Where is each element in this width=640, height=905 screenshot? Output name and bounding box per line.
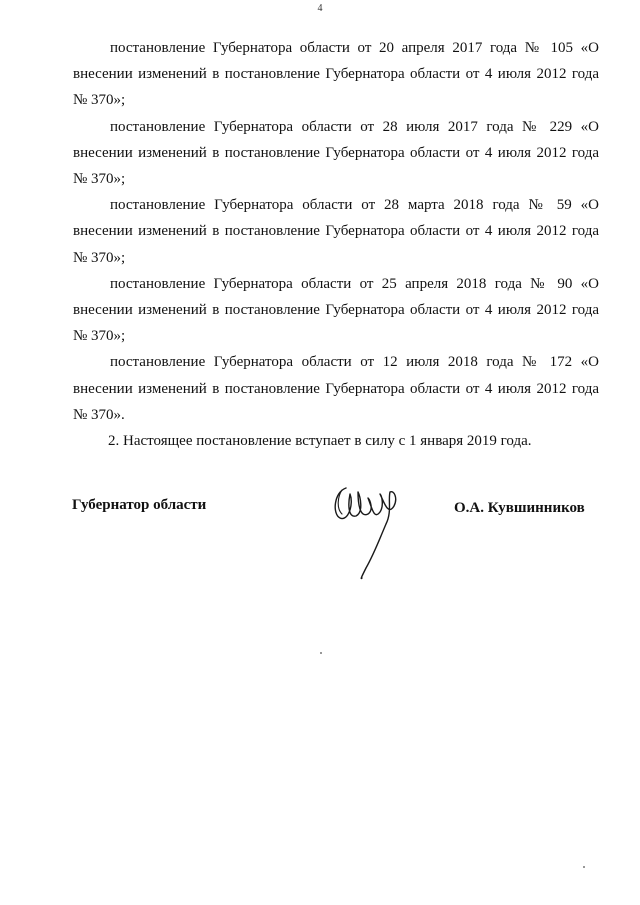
page-number: 4 — [317, 3, 323, 14]
handwritten-signature — [318, 478, 408, 583]
amended-decree-paragraph: постановление Губернатора области от 25 апреля 2018 года № 90 «О внесении изменений в постановление Губернатора области от 4 июля 2012 года № 370»; — [73, 275, 599, 345]
scan-speck — [320, 652, 322, 654]
amended-decree-paragraph: постановление Губернатора области от 20 апреля 2017 года № 105 «О внесении изменений в постановление Губернатора области от 4 июля 2012 года № 370»; — [73, 40, 599, 109]
signatory-name: О.А. Кувшинников — [454, 500, 585, 516]
effective-date-clause: 2. Настоящее постановление вступает в силу с 1 января 2019 года. — [108, 433, 532, 450]
amended-decree-paragraph: постановление Губернатора области от 28 марта 2018 года № 59 «О внесении изменений в постановление Губернатора области от 4 июля 2012 года № 370»; — [73, 197, 599, 266]
amended-decree-paragraph: постановление Губернатора области от 28 июля 2017 года № 229 «О внесении изменений в постановление Губернатора области от 4 июля 2012 года № 370»; — [73, 118, 599, 188]
amended-decree-paragraph: постановление Губернатора области от 12 июля 2018 года № 172 «О внесении изменений в постановление Губернатора области от 4 июля 2012 года № 370». — [73, 354, 599, 423]
document-body — [73, 35, 599, 454]
signatory-title: Губернатор области — [72, 497, 207, 513]
scan-speck — [583, 866, 585, 868]
